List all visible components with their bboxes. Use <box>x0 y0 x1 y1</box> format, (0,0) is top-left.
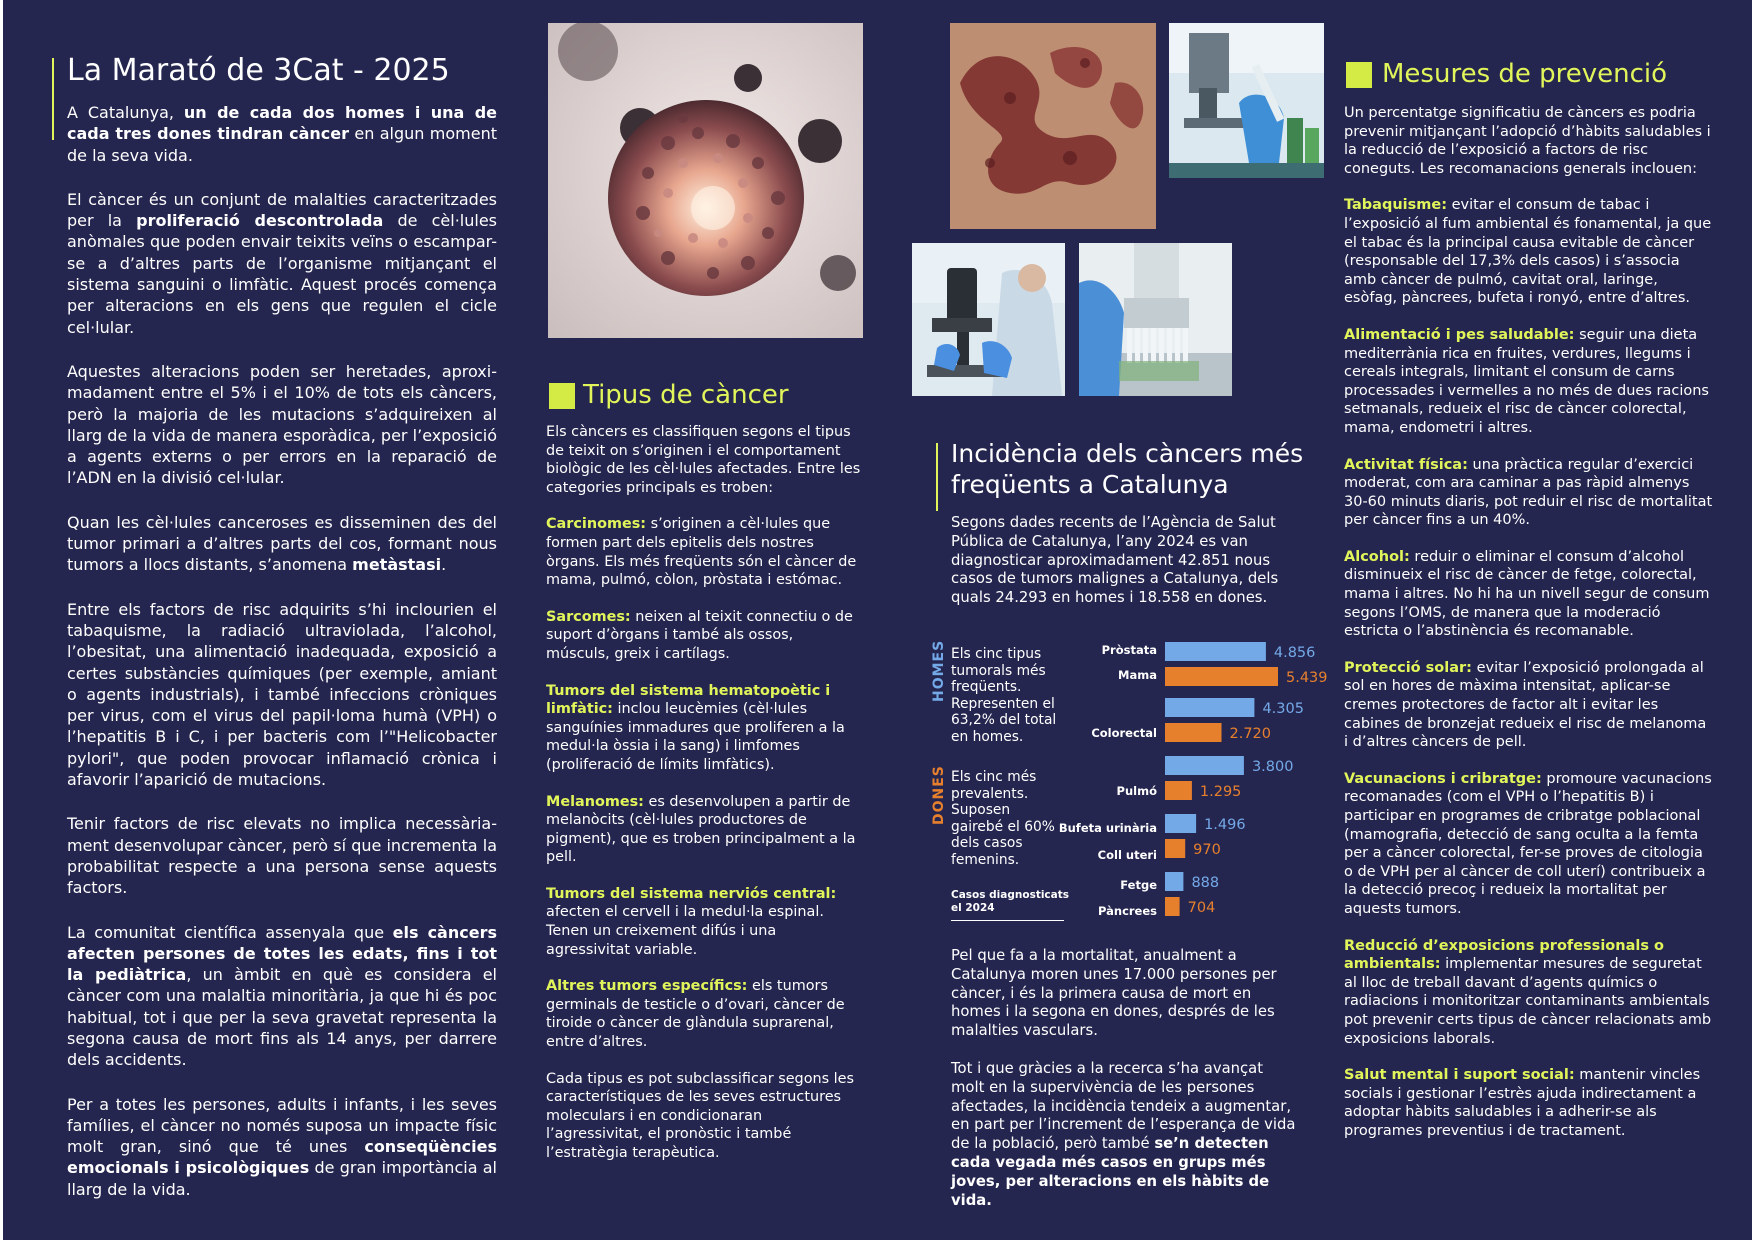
page-title: La Marató de 3Cat - 2025 <box>67 53 450 88</box>
prevention-item: Salut mental i suport social: mantenir vincles socials i gestionar l’estrès ajuda indirectament a adoptar hàbits saludables i a adherir-se als programes preventius i de tractament. <box>1344 1067 1701 1139</box>
intro-paragraph-3: Aquestes alteracions poden ser heretades, aproximadament entre el 5% i el 10% de tots els càncers, però la majoria de les mutacions s’adquireixen al llarg de la vida de manera esporàdica, per l’exposició a agents externs o per errors en la reparació de l’ADN en la divisió cel·lular. <box>67 361 497 488</box>
intro-paragraph-7: La comunitat científica assenyala que els càncers afecten persones de totes les edats, fins i tot la pediàtrica, un àmbit en què es considera el càncer com una malaltia minoritària, ja que hi és poc habitual, tot i que per la seva gravetat representa la segona causa de mort fins als 14 anys, per darrere dels accidents. <box>67 922 498 1070</box>
bar-homes <box>1165 872 1183 891</box>
type-item: Sarcomes: neixen al teixit connectiu o de suport d’òrgans i també als ossos, músculs, greix i cartílags. <box>546 608 853 662</box>
category-label: Bufeta urinària <box>1058 821 1157 835</box>
prevention-item: Alimentació i pes saludable: seguir una dieta mediterrània rica en fruites, verdures, llegums i cereals integrals, limitant el consum de carns processades i vermelles a no més de dues racions setmanals, redueix el risc de càncer colorectal, mama, endometri i altres. <box>1344 326 1709 436</box>
bar-value-label: 2.720 <box>1229 726 1272 742</box>
bar-value-label: 970 <box>1193 842 1221 858</box>
bar-dones <box>1165 667 1278 686</box>
section-square-tipus <box>549 383 575 409</box>
bar-value-label: 4.305 <box>1262 701 1304 717</box>
title-accent-bar <box>52 58 54 140</box>
type-item: Tumors del sistema hematopoètic i limfàtic: inclou leucèmies (cèl·lules sanguínies immadures que proliferen a la medul·la òssia i la sang) i limfomes (proliferació de límits limfàtics). <box>546 682 845 773</box>
incidence-bar-chart <box>921 632 1341 932</box>
homes-note: Els cinc tipus tumorals més freqüents. Representen el 63,2% del total en homes. <box>951 646 1057 745</box>
bar-value-label: 5.439 <box>1286 670 1328 686</box>
column-prevention <box>1344 104 1714 1159</box>
category-label: Mama <box>1118 668 1157 682</box>
brochure-board <box>3 0 1752 1240</box>
section-square-prevencio <box>1346 62 1372 88</box>
prevention-item: Activitat física: una pràctica regular d’exercici moderat, com ara caminar a pas ràpid almenys 30-60 minuts diaris, pot reduir el risc de mortalitat per càncer fins a un 40%. <box>1344 456 1713 529</box>
bar-value-label: 4.856 <box>1273 645 1316 661</box>
column-cancer-types <box>546 423 861 1181</box>
bar-value-label: 1.496 <box>1204 817 1246 833</box>
cancer-cell-image <box>548 23 863 338</box>
incidence-text <box>951 947 1301 1229</box>
types-intro: Els càncers es classifiquen segons el tipus de teixit on s’originen i el comportament biològic de les cèl·lules afectades. Entre les categories principals es troben: <box>546 424 861 496</box>
incidence-title: Incidència dels càncers més freqüents a Catalunya <box>951 439 1304 499</box>
prevention-item: Tabaquisme: evitar el consum de tabac i l’exposició al fum ambiental és fonamental, ja que el tabac és la principal causa evitable de càncer (responsable del 17,3% dels casos) i s’associa amb càncer de pulmó, cavitat oral, laringe, esòfag, pàncrees, bufeta i ronyó, entre d’altres. <box>1344 197 1712 307</box>
prevention-item: Protecció solar: evitar l’exposició prolongada al sol en hores de màxima intensitat, aplicar-se cremes protectores de factor alt i evitar les cabines de bronzejat redueix el risc de melanoma i d’altres càncers de pell. <box>1344 659 1707 751</box>
section-title-tipus: Tipus de càncer <box>583 380 789 410</box>
bar-homes <box>1165 814 1196 833</box>
intro-paragraph-5: Entre els factors de risc adquirits s’hi inclourien el tabaquisme, la radiació ultraviolada, l’alcohol, l’obesitat, una alimentació inadequada, exposició a certes substàncies químiques (per exemple, amiant o agents industrials), i també infeccions cròniques per virus, com el virus del papil·loma humà (VPH) o l’hepatitis B i C, i per bacteris com l’"Helicobacter pylori", que poden provocar inflamació crònica i afavorir l’aparició de mutacions. <box>67 599 497 790</box>
category-label: Pulmó <box>1116 784 1157 798</box>
bar-dones <box>1165 897 1180 916</box>
prevention-item: Reducció d’exposicions professionals o ambientals: implementar mesures de seguretat al lloc de treball davant d’agents químics o radiacions i monitoritzar contaminants ambientals pot prevenir certs tipus de càncer relacionats amb exposicions laborals. <box>1344 937 1712 1047</box>
prevention-intro: Un percentatge significatiu de càncers es podria prevenir mitjançant l’adopció d’hàbits saludables i la reducció de l’exposició a factors de risc coneguts. Les recomanacions generals inclouen: <box>1344 105 1711 177</box>
bar-value-label: 888 <box>1191 875 1220 891</box>
bar-homes <box>1165 698 1254 717</box>
type-item: Altres tumors específics: els tumors germinals de testicle o d’ovari, càncer de tiroide o càncer de glàndula suprarenal, entre d’altres. <box>546 978 845 1051</box>
research-paragraph: Tot i que gràcies a la recerca s’ha avançat molt en la supervivència de les persones afectades, la incidència tendeix a augmentar, en part per l’increment de l’esperança de vida de la població, però també se’n detecten cada vegada més casos en grups més joves, per alteracions en els hàbits de vida. <box>951 1059 1296 1209</box>
intro-paragraph-1: A Catalunya, un de cada dos homes i una de cada tres dones tindran càncer en algun moment de la seva vida. <box>67 103 498 165</box>
category-label: Coll uteri <box>1097 848 1157 862</box>
category-label: Pàncrees <box>1098 904 1157 918</box>
chart-footnote: Casos diagnosticats el 2024 <box>951 889 1070 914</box>
incidence-intro: Segons dades recents de l’Agència de Salut Pública de Catalunya, l’any 2024 es van diagnosticar aproximadament 42.851 nous casos de tumors malignes a Catalunya, dels quals 24.293 en homes i 18.558 en dones. <box>951 514 1279 607</box>
microscope-scientist-image <box>912 243 1065 396</box>
intro-paragraph-8: Per a totes les persones, adults i infants, i les seves famílies, el càncer no només suposa un impacte físic molt gran, sinó que té unes conseqüències emocionals i psicològiques de gran importància al llarg de la vida. <box>67 1094 497 1199</box>
category-label: Colorectal <box>1091 726 1157 740</box>
mortality-paragraph: Pel que fa a la mortalitat, anualment a Catalunya moren unes 17.000 persones per càncer, i és la primera causa de mort en homes i la segona en dones, després de les malalties vasculars. <box>951 947 1277 1040</box>
type-item: Carcinomes: s’originen a cèl·lules que formen part dels epitelis dels nostres òrgans. Els més freqüents són el càncer de mama, pulmó, còlon, pròstata i estómac. <box>546 516 857 589</box>
incidence-accent-bar <box>936 443 938 511</box>
prevention-item: Vacunacions i cribratge: promoure vacunacions recomanades (com el VPH o l’hepatitis B) i participar en programes de cribratge poblacional (mamografia, detecció de sang oculta a la femta per a càncer colorectal, fer-se proves de citologia o de VPH per al càncer de coll uterí) contribueix a la detecció precoç i redueix la mortalitat per aquests tumors. <box>1344 770 1712 917</box>
type-item: Melanomes: es desenvolupen a partir de melanòcits (cèl·lules productores de pigment), que es troben principalment a la pell. <box>546 793 856 866</box>
lab-pipette-image <box>1169 23 1324 178</box>
legend-homes-label: HOMES <box>931 639 947 702</box>
types-outro: Cada tipus es pot subclassificar segons les característiques de les seves estructures moleculars i en condicionaran l’agressivitat, el pronòstic i també l’estratègia terapèutica. <box>546 1070 855 1161</box>
intro-paragraph-6: Tenir factors de risc elevats no implica necessàriament desenvolupar càncer, però sí que incrementa la probabilitat respecte a una persona sense aquests factors. <box>67 814 497 898</box>
section-title-prevencio: Mesures de prevenció <box>1382 59 1668 89</box>
column-intro <box>67 52 497 1223</box>
intro-paragraph-4: Quan les cèl·lules canceroses es disseminen des del tumor primari a d’altres parts del cos, formant nous tumors a llocs distants, s’anomena metàstasi. <box>67 512 497 575</box>
prevention-item: Alcohol: reduir o eliminar el consum d’alcohol disminueix el risc de càncer de fetge, colorectal, mama i altres. No hi ha un nivell segur de consum segons l’OMS, de manera que la moderació estricta o l’abstinència és recomanable. <box>1344 548 1710 640</box>
bar-dones <box>1165 839 1185 858</box>
category-label: Pròstata <box>1101 643 1157 657</box>
bar-value-label: 3.800 <box>1251 759 1294 775</box>
skin-lesion-image <box>950 23 1156 229</box>
bar-dones <box>1165 723 1222 742</box>
bar-value-label: 704 <box>1187 900 1216 916</box>
intro-paragraph-2: El càncer és un conjunt de malalties caracteritzades per la proliferació descontrolada de cèl·lules anòmales que poden envair teixits veïns o escampar-se a d’altres parts de l’organisme mitjançant el sistema sanguini o limfàtic. Aquest procés comença per alteracions en els gens que regulen el cicle cel·lular. <box>67 189 498 337</box>
bar-homes <box>1165 642 1266 661</box>
bar-dones <box>1165 781 1192 800</box>
multichannel-pipette-image <box>1079 243 1232 396</box>
type-item: Tumors del sistema nerviós central: afecten el cervell i la medul·la espinal. Tenen un creixement difús i una agressivitat variable. <box>546 885 837 958</box>
bar-homes <box>1165 756 1244 775</box>
legend-dones-label: DONES <box>931 765 947 825</box>
category-label: Fetge <box>1120 878 1157 892</box>
dones-note: Els cinc més prevalents. Suposen gairebé el 60% dels casos femenins. <box>951 769 1055 868</box>
bar-value-label: 1.295 <box>1199 784 1242 800</box>
